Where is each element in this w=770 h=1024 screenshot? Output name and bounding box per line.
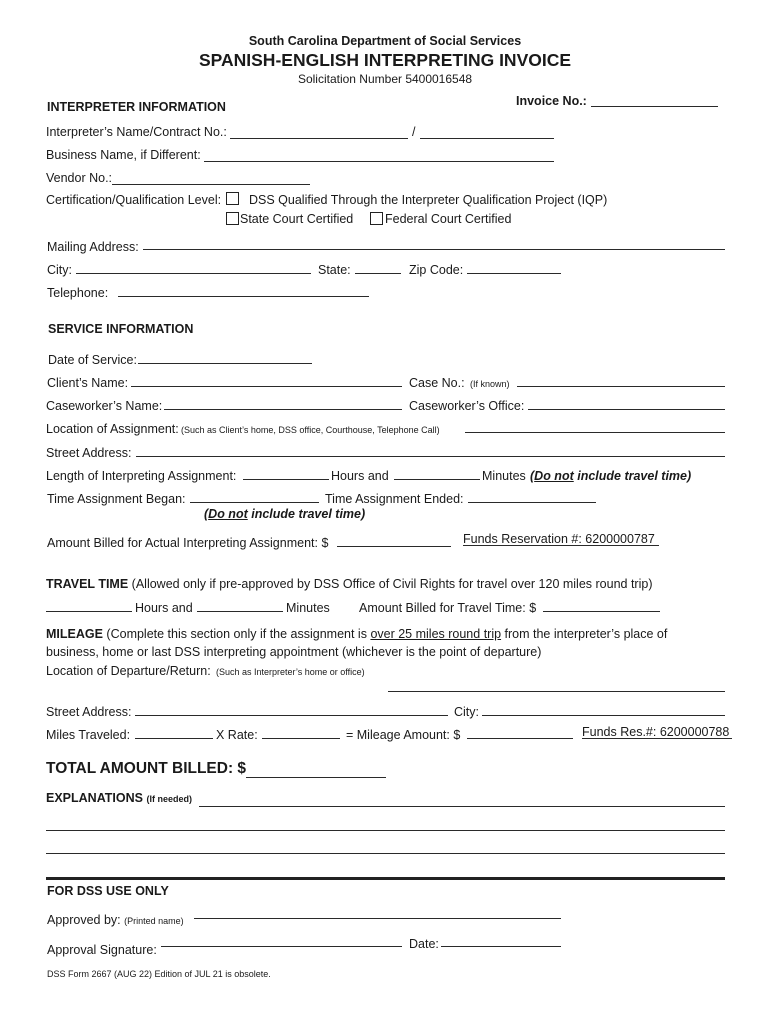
mileage-desc-line2: business, home or last DSS interpreting appointment (whichever is the point of departure) bbox=[46, 645, 542, 659]
funds-res-mileage: Funds Res.#: 6200000788 bbox=[582, 725, 730, 739]
location-field[interactable] bbox=[465, 432, 725, 433]
dss-use-title: FOR DSS USE ONLY bbox=[47, 884, 169, 898]
mileage-heading: MILEAGE (Complete this section only if the assignment is over 25 miles round trip from the interpreter’s place of bbox=[46, 627, 668, 641]
length-minutes-field[interactable] bbox=[394, 479, 480, 480]
funds-reservation: Funds Reservation #: 6200000787 bbox=[463, 532, 655, 546]
invoice-no-field[interactable] bbox=[591, 106, 718, 107]
travel-minutes-label: Minutes bbox=[286, 601, 330, 615]
telephone-field[interactable] bbox=[118, 296, 369, 297]
funds-reservation-underline bbox=[463, 545, 659, 546]
approved-by-field[interactable] bbox=[194, 918, 561, 919]
agency-name: South Carolina Department of Social Services bbox=[248, 34, 522, 48]
approval-date-field[interactable] bbox=[441, 946, 561, 947]
explanation-line-3[interactable] bbox=[46, 853, 725, 854]
iqp-option-label: DSS Qualified Through the Interpreter Qualification Project (IQP) bbox=[249, 193, 608, 207]
street-address-label: Street Address: bbox=[46, 446, 132, 460]
certification-label: Certification/Qualification Level: bbox=[46, 193, 222, 207]
mileage-amount-field[interactable] bbox=[467, 738, 573, 739]
caseworker-office-label: Caseworker’s Office: bbox=[409, 399, 525, 413]
zip-code-label: Zip Code: bbox=[409, 263, 464, 277]
caseworker-office-field[interactable] bbox=[528, 409, 725, 410]
travel-amount-field[interactable] bbox=[543, 611, 660, 612]
dss-use-divider bbox=[46, 877, 725, 880]
travel-hours-label: Hours and bbox=[135, 601, 193, 615]
federal-court-checkbox[interactable] bbox=[370, 212, 383, 225]
approval-signature-label: Approval Signature: bbox=[47, 943, 157, 957]
location-note: (Such as Client’s home, DSS office, Courthouse, Telephone Call) bbox=[181, 425, 440, 435]
street-address-field[interactable] bbox=[136, 456, 725, 457]
length-label: Length of Interpreting Assignment: bbox=[46, 469, 237, 483]
date-of-service-field[interactable] bbox=[138, 363, 312, 364]
mailing-address-field[interactable] bbox=[143, 249, 725, 250]
departure-location-label: Location of Departure/Return: bbox=[46, 664, 211, 678]
date-of-service-label: Date of Service: bbox=[48, 353, 137, 367]
case-no-field[interactable] bbox=[517, 386, 725, 387]
hours-and-label: Hours and bbox=[331, 469, 389, 483]
mileage-street-label: Street Address: bbox=[46, 705, 132, 719]
caseworker-name-label: Caseworker’s Name: bbox=[46, 399, 163, 413]
mileage-street-field[interactable] bbox=[135, 715, 448, 716]
explanation-line-2[interactable] bbox=[46, 830, 725, 831]
iqp-checkbox[interactable] bbox=[226, 192, 239, 205]
miles-traveled-label: Miles Traveled: bbox=[46, 728, 131, 742]
approved-by-label: Approved by: (Printed name) bbox=[47, 913, 184, 927]
approval-signature-field[interactable] bbox=[161, 946, 402, 947]
mileage-amount-label: = Mileage Amount: $ bbox=[346, 728, 461, 742]
state-court-checkbox[interactable] bbox=[226, 212, 239, 225]
travel-time-heading: TRAVEL TIME (Allowed only if pre-approved by DSS Office of Civil Rights for travel over 120 miles round trip) bbox=[46, 577, 653, 591]
slash-separator: / bbox=[412, 125, 416, 139]
federal-court-option-label: Federal Court Certified bbox=[385, 212, 512, 226]
travel-note: (Do not include travel time) bbox=[530, 469, 692, 483]
form-footer: DSS Form 2667 (AUG 22) Edition of JUL 21 is obsolete. bbox=[47, 969, 271, 979]
state-field[interactable] bbox=[355, 273, 401, 274]
location-label: Location of Assignment: bbox=[46, 422, 179, 436]
contract-no-field[interactable] bbox=[420, 138, 554, 139]
mileage-city-label: City: bbox=[454, 705, 479, 719]
interpreter-section-title: INTERPRETER INFORMATION bbox=[47, 100, 226, 114]
travel-amount-label: Amount Billed for Travel Time: $ bbox=[359, 601, 537, 615]
case-no-note: (If known) bbox=[470, 379, 510, 389]
form-title: SPANISH-ENGLISH INTERPRETING INVOICE bbox=[198, 50, 572, 70]
case-no-label: Case No.: bbox=[409, 376, 465, 390]
city-field[interactable] bbox=[76, 273, 311, 274]
invoice-no-label: Invoice No.: bbox=[516, 94, 587, 108]
funds-res-mileage-underline bbox=[582, 738, 732, 739]
departure-location-note: (Such as Interpreter’s home or office) bbox=[216, 667, 365, 677]
time-ended-label: Time Assignment Ended: bbox=[325, 492, 464, 506]
vendor-no-label: Vendor No.: bbox=[46, 171, 113, 185]
amount-billed-label: Amount Billed for Actual Interpreting Assignment: $ bbox=[47, 536, 329, 550]
business-name-field[interactable] bbox=[204, 161, 554, 162]
time-ended-field[interactable] bbox=[468, 502, 596, 503]
approval-date-label: Date: bbox=[409, 937, 439, 951]
state-court-option-label: State Court Certified bbox=[240, 212, 354, 226]
city-label: City: bbox=[47, 263, 72, 277]
service-section-title: SERVICE INFORMATION bbox=[48, 322, 194, 336]
amount-billed-field[interactable] bbox=[337, 546, 451, 547]
total-amount-field[interactable] bbox=[246, 777, 386, 778]
business-name-label: Business Name, if Different: bbox=[46, 148, 201, 162]
interpreter-name-field[interactable] bbox=[230, 138, 408, 139]
travel-minutes-field[interactable] bbox=[197, 611, 283, 612]
length-hours-field[interactable] bbox=[243, 479, 329, 480]
minutes-label: Minutes bbox=[482, 469, 526, 483]
zip-code-field[interactable] bbox=[467, 273, 561, 274]
time-began-field[interactable] bbox=[190, 502, 319, 503]
caseworker-name-field[interactable] bbox=[164, 409, 402, 410]
total-amount-label: TOTAL AMOUNT BILLED: $ bbox=[46, 760, 247, 777]
telephone-label: Telephone: bbox=[47, 286, 109, 300]
client-name-field[interactable] bbox=[131, 386, 402, 387]
time-travel-note: (Do not include travel time) bbox=[204, 507, 366, 521]
interpreter-name-label: Interpreter’s Name/Contract No.: bbox=[46, 125, 227, 139]
rate-field[interactable] bbox=[262, 738, 340, 739]
mileage-city-field[interactable] bbox=[482, 715, 725, 716]
vendor-no-field[interactable] bbox=[112, 184, 310, 185]
departure-location-field[interactable] bbox=[388, 691, 725, 692]
rate-label: X Rate: bbox=[216, 728, 258, 742]
client-name-label: Client’s Name: bbox=[47, 376, 129, 390]
travel-hours-field[interactable] bbox=[46, 611, 132, 612]
explanation-line-1[interactable] bbox=[199, 806, 725, 807]
state-label: State: bbox=[318, 263, 351, 277]
solicitation-number: Solicitation Number 5400016548 bbox=[297, 72, 473, 86]
miles-traveled-field[interactable] bbox=[135, 738, 213, 739]
explanations-heading: EXPLANATIONS (If needed) bbox=[46, 791, 192, 805]
time-began-label: Time Assignment Began: bbox=[47, 492, 186, 506]
mailing-address-label: Mailing Address: bbox=[47, 240, 139, 254]
